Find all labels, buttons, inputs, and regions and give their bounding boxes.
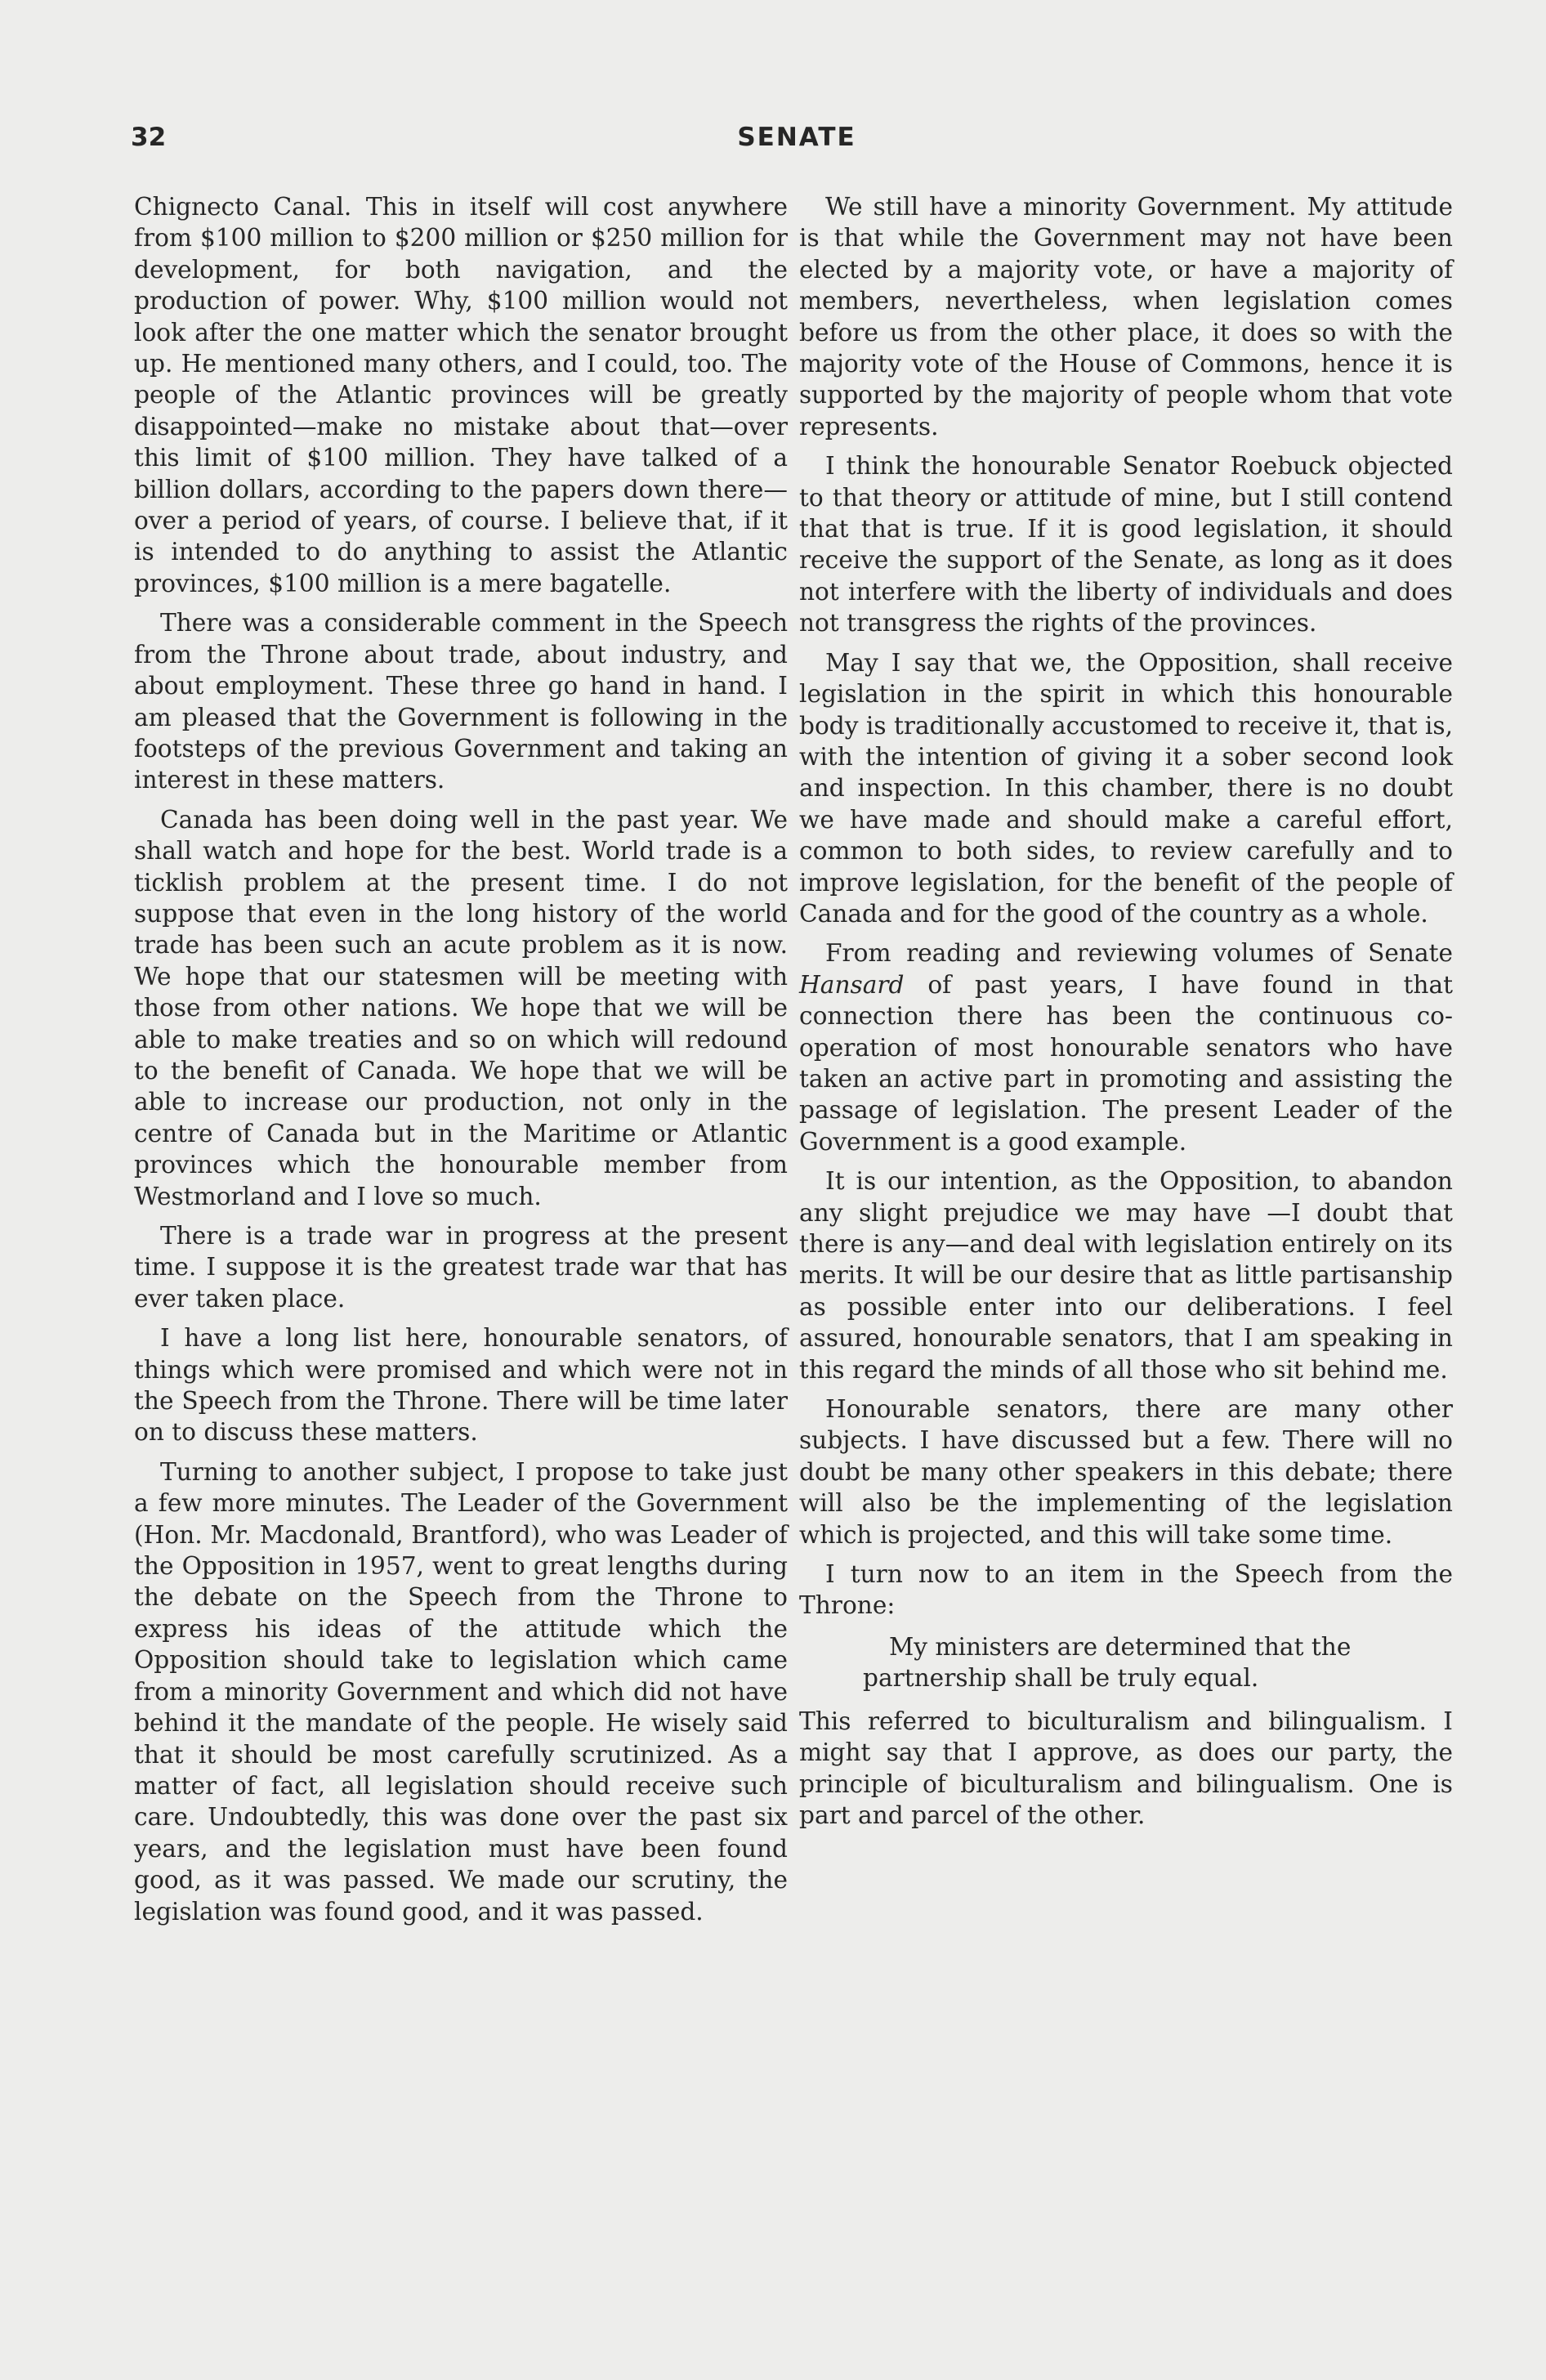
paragraph: Turning to another subject, I propose to take just a few more minutes. The Leader of the Government (Hon. Mr. Macdonald, Brantford), who was Leader of the Opposition in 1957, went to great lengths during the debate on the Speech from the Throne to express his ideas of the attitude which the Opposition should take to legislation which came from a minority Government and which did not have behind it the mandate of the people. He wisely said that it should be most carefully scrutinized. As a matter of fact, all legislation should receive such care. Undoubtedly, this was done over the past six years, and the legislation must have been found good, as it was passed. We made our scrutiny, the legislation was found good, and it was passed. (134, 1457, 788, 1926)
paragraph: There was a considerable comment in the Speech from the Throne about trade, about industry, and about employment. These three go hand in hand. I am pleased that the Government is following in the footsteps of the previous Government and taking an interest in these matters. (134, 609, 788, 794)
paragraph-text: of past years, I have found in that connection there has been the continuous co-operation of most honourable senators who have taken an active part in promoting and assisting the passage of legislation. The present Leader of the Government is a good example. (799, 970, 1453, 1156)
paragraph: Chignecto Canal. This in itself will cost anywhere from $100 million to $200 million or $250 million for development, for both navigation, and the production of power. Why, $100 million would not look after the one matter which the senator brought up. He mentioned many others, and I could, too. The people of the Atlantic provinces will be greatly disappointed—make no mistake about that—over this limit of $100 million. They have talked of a billion dollars, according to the papers down there—over a period of years, of course. I believe that, if it is intended to do anything to assist the Atlantic provinces, $100 million is a mere bagatelle. (134, 193, 788, 597)
paragraph: I think the honourable Senator Roebuck objected to that theory or attitude of mine, but I still contend that that is true. If it is good legislation, it should receive the support of the Senate, as long as it does not interfere with the liberty of individuals and does not transgress the rights of the provinces. (799, 452, 1453, 638)
paragraph: It is our intention, as the Opposition, to abandon any slight prejudice we may have —I doubt that there is any—and deal with legislation entirely on its merits. It will be our desire that as little partisanship as possible enter into our deliberations. I feel assured, honourable senators, that I am speaking in this regard the minds of all those who sit behind me. (799, 1167, 1453, 1384)
paragraph: May I say that we, the Opposition, shall receive legislation in the spirit in which this honourable body is traditionally accustomed to receive it, that is, with the intention of giving it a sober second look and inspection. In this chamber, there is no doubt we have made and should make a careful effort, common to both sides, to review carefully and to improve legislation, for the benefit of the people of Canada and for the good of the country as a whole. (799, 648, 1453, 928)
running-head: SENATE (737, 123, 856, 152)
paragraph: Honourable senators, there are many other subjects. I have discussed but a few. There will no doubt be many other speakers in this debate; there will also be the implementing of the legislation which is projected, and this will take some time. (799, 1395, 1453, 1549)
hansard-italic: Hansard (799, 970, 905, 999)
paragraph: Canada has been doing well in the past year. We shall watch and hope for the best. World trade is a ticklish problem at the present time. I do not suppose that even in the long history of the world trade has been such an acute problem as it is now. We hope that our statesmen will be meeting with those from other nations. We hope that we will be able to make treaties and so on which will redound to the benefit of Canada. We hope that we will be able to increase our production, not only in the centre of Canada but in the Maritime or Atlantic provinces which the honourable member from Westmorland and I love so much. (134, 805, 788, 1210)
right-column (799, 191, 1453, 1831)
page-number: 32 (131, 123, 167, 152)
paragraph: We still have a minority Government. My attitude is that while the Government may not have been elected by a majority vote, or have a majority of members, nevertheless, when legislation comes before us from the other place, it does so with the majority vote of the House of Commons, hence it is supported by the majority of people whom that vote represents. (799, 193, 1453, 441)
page-header (131, 123, 1463, 172)
block-quote: My ministers are determined that the partnership shall be truly equal. (863, 1632, 1352, 1693)
paragraph: I turn now to an item in the Speech from the Throne: (799, 1560, 1453, 1620)
paragraph: I have a long list here, honourable senators, of things which were promised and which were not in the Speech from the Throne. There will be time later on to discuss these matters. (134, 1324, 788, 1447)
paragraph: There is a trade war in progress at the present time. I suppose it is the greatest trade war that has ever taken place. (134, 1222, 788, 1313)
left-column (134, 191, 788, 1927)
paragraph: This referred to biculturalism and bilingualism. I might say that I approve, as does our party, the principle of biculturalism and bilingualism. One is part and parcel of the other. (799, 1707, 1453, 1829)
paragraph-text: From reading and reviewing volumes of Senate (825, 939, 1453, 968)
paragraph (799, 937, 1453, 1157)
